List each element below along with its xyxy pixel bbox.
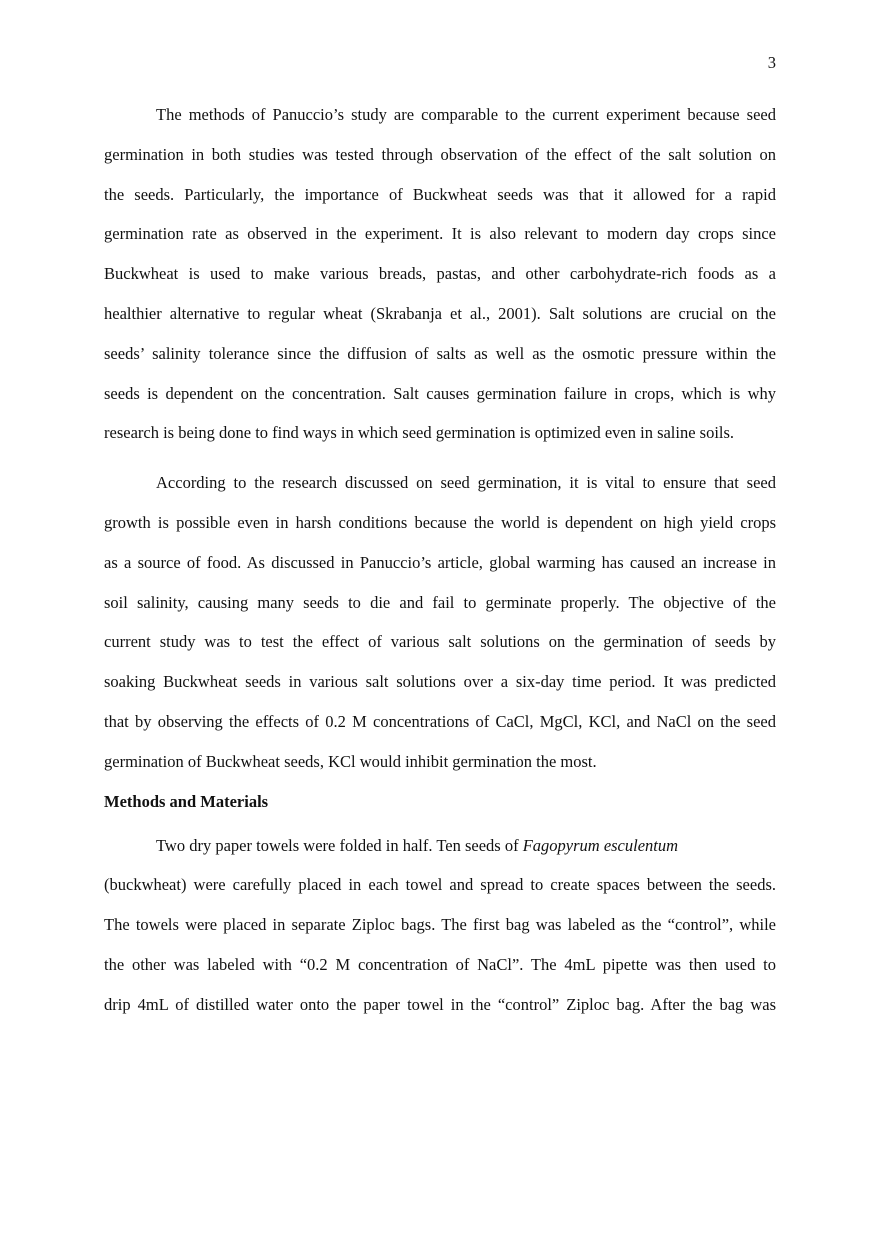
body-text <box>104 100 776 1030</box>
text-line: Buckwheat is used to make various breads, pastas, and other carbohydrate-rich foods as a <box>104 264 776 284</box>
text-line: as a source of food. As discussed in Panuccio’s article, global warming has caused an increase in <box>104 552 776 572</box>
text-line: the seeds. Particularly, the importance of Buckwheat seeds was that it allowed for a rapid <box>104 184 776 204</box>
paragraph-spacer <box>104 458 776 468</box>
paragraph-3 <box>104 831 776 1030</box>
page-number: 3 <box>767 53 776 72</box>
text-line: germination in both studies was tested through observation of the effect of the salt solution on <box>104 144 776 164</box>
text-line: soil salinity, causing many seeds to die and fail to germinate properly. The objective of the <box>104 592 776 612</box>
text-line: seeds’ salinity tolerance since the diffusion of salts as well as the osmotic pressure within the <box>104 343 776 363</box>
paragraph-2 <box>104 468 776 786</box>
text-line: The towels were placed in separate Ziploc bags. The first bag was labeled as the “control”, while <box>104 915 776 935</box>
text-line: the other was labeled with “0.2 M concentration of NaCl”. The 4mL pipette was then used to <box>104 954 776 974</box>
text-line: The methods of Panuccio’s study are comparable to the current experiment because seed <box>156 105 776 124</box>
text-line <box>104 831 776 871</box>
species-name: Fagopyrum esculentum <box>522 835 679 855</box>
text-line: drip 4mL of distilled water onto the paper towel in the “control” Ziploc bag. After the bag was <box>104 994 776 1014</box>
text-line: (buckwheat) were carefully placed in each towel and spread to create spaces between the seeds. <box>104 875 776 895</box>
text-line: germination rate as observed in the experiment. It is also relevant to modern day crops since <box>104 224 776 244</box>
text-run: Two dry paper towels were folded in half. Ten seeds of <box>156 835 523 855</box>
text-line: current study was to test the effect of various salt solutions on the germination of seeds by <box>104 632 776 652</box>
text-line: that by observing the effects of 0.2 M concentrations of CaCl, MgCl, KCl, and NaCl on the seed <box>104 711 776 731</box>
text-line: soaking Buckwheat seeds in various salt solutions over a six-day time period. It was predicted <box>104 672 776 692</box>
text-line: healthier alternative to regular wheat (Skrabanja et al., 2001). Salt solutions are crucial on the <box>104 303 776 323</box>
paragraph-1 <box>104 100 776 458</box>
text-line: research is being done to find ways in which seed germination is optimized even in saline soils. <box>104 423 735 443</box>
text-line: growth is possible even in harsh conditions because the world is dependent on high yield crops <box>104 512 776 532</box>
text-line: According to the research discussed on seed germination, it is vital to ensure that seed <box>156 473 776 493</box>
text-line: seeds is dependent on the concentration. Salt causes germination failure in crops, which is why <box>104 383 776 403</box>
section-heading: Methods and Materials <box>104 791 269 811</box>
text-line: germination of Buckwheat seeds, KCl would inhibit germination the most. <box>104 751 597 771</box>
